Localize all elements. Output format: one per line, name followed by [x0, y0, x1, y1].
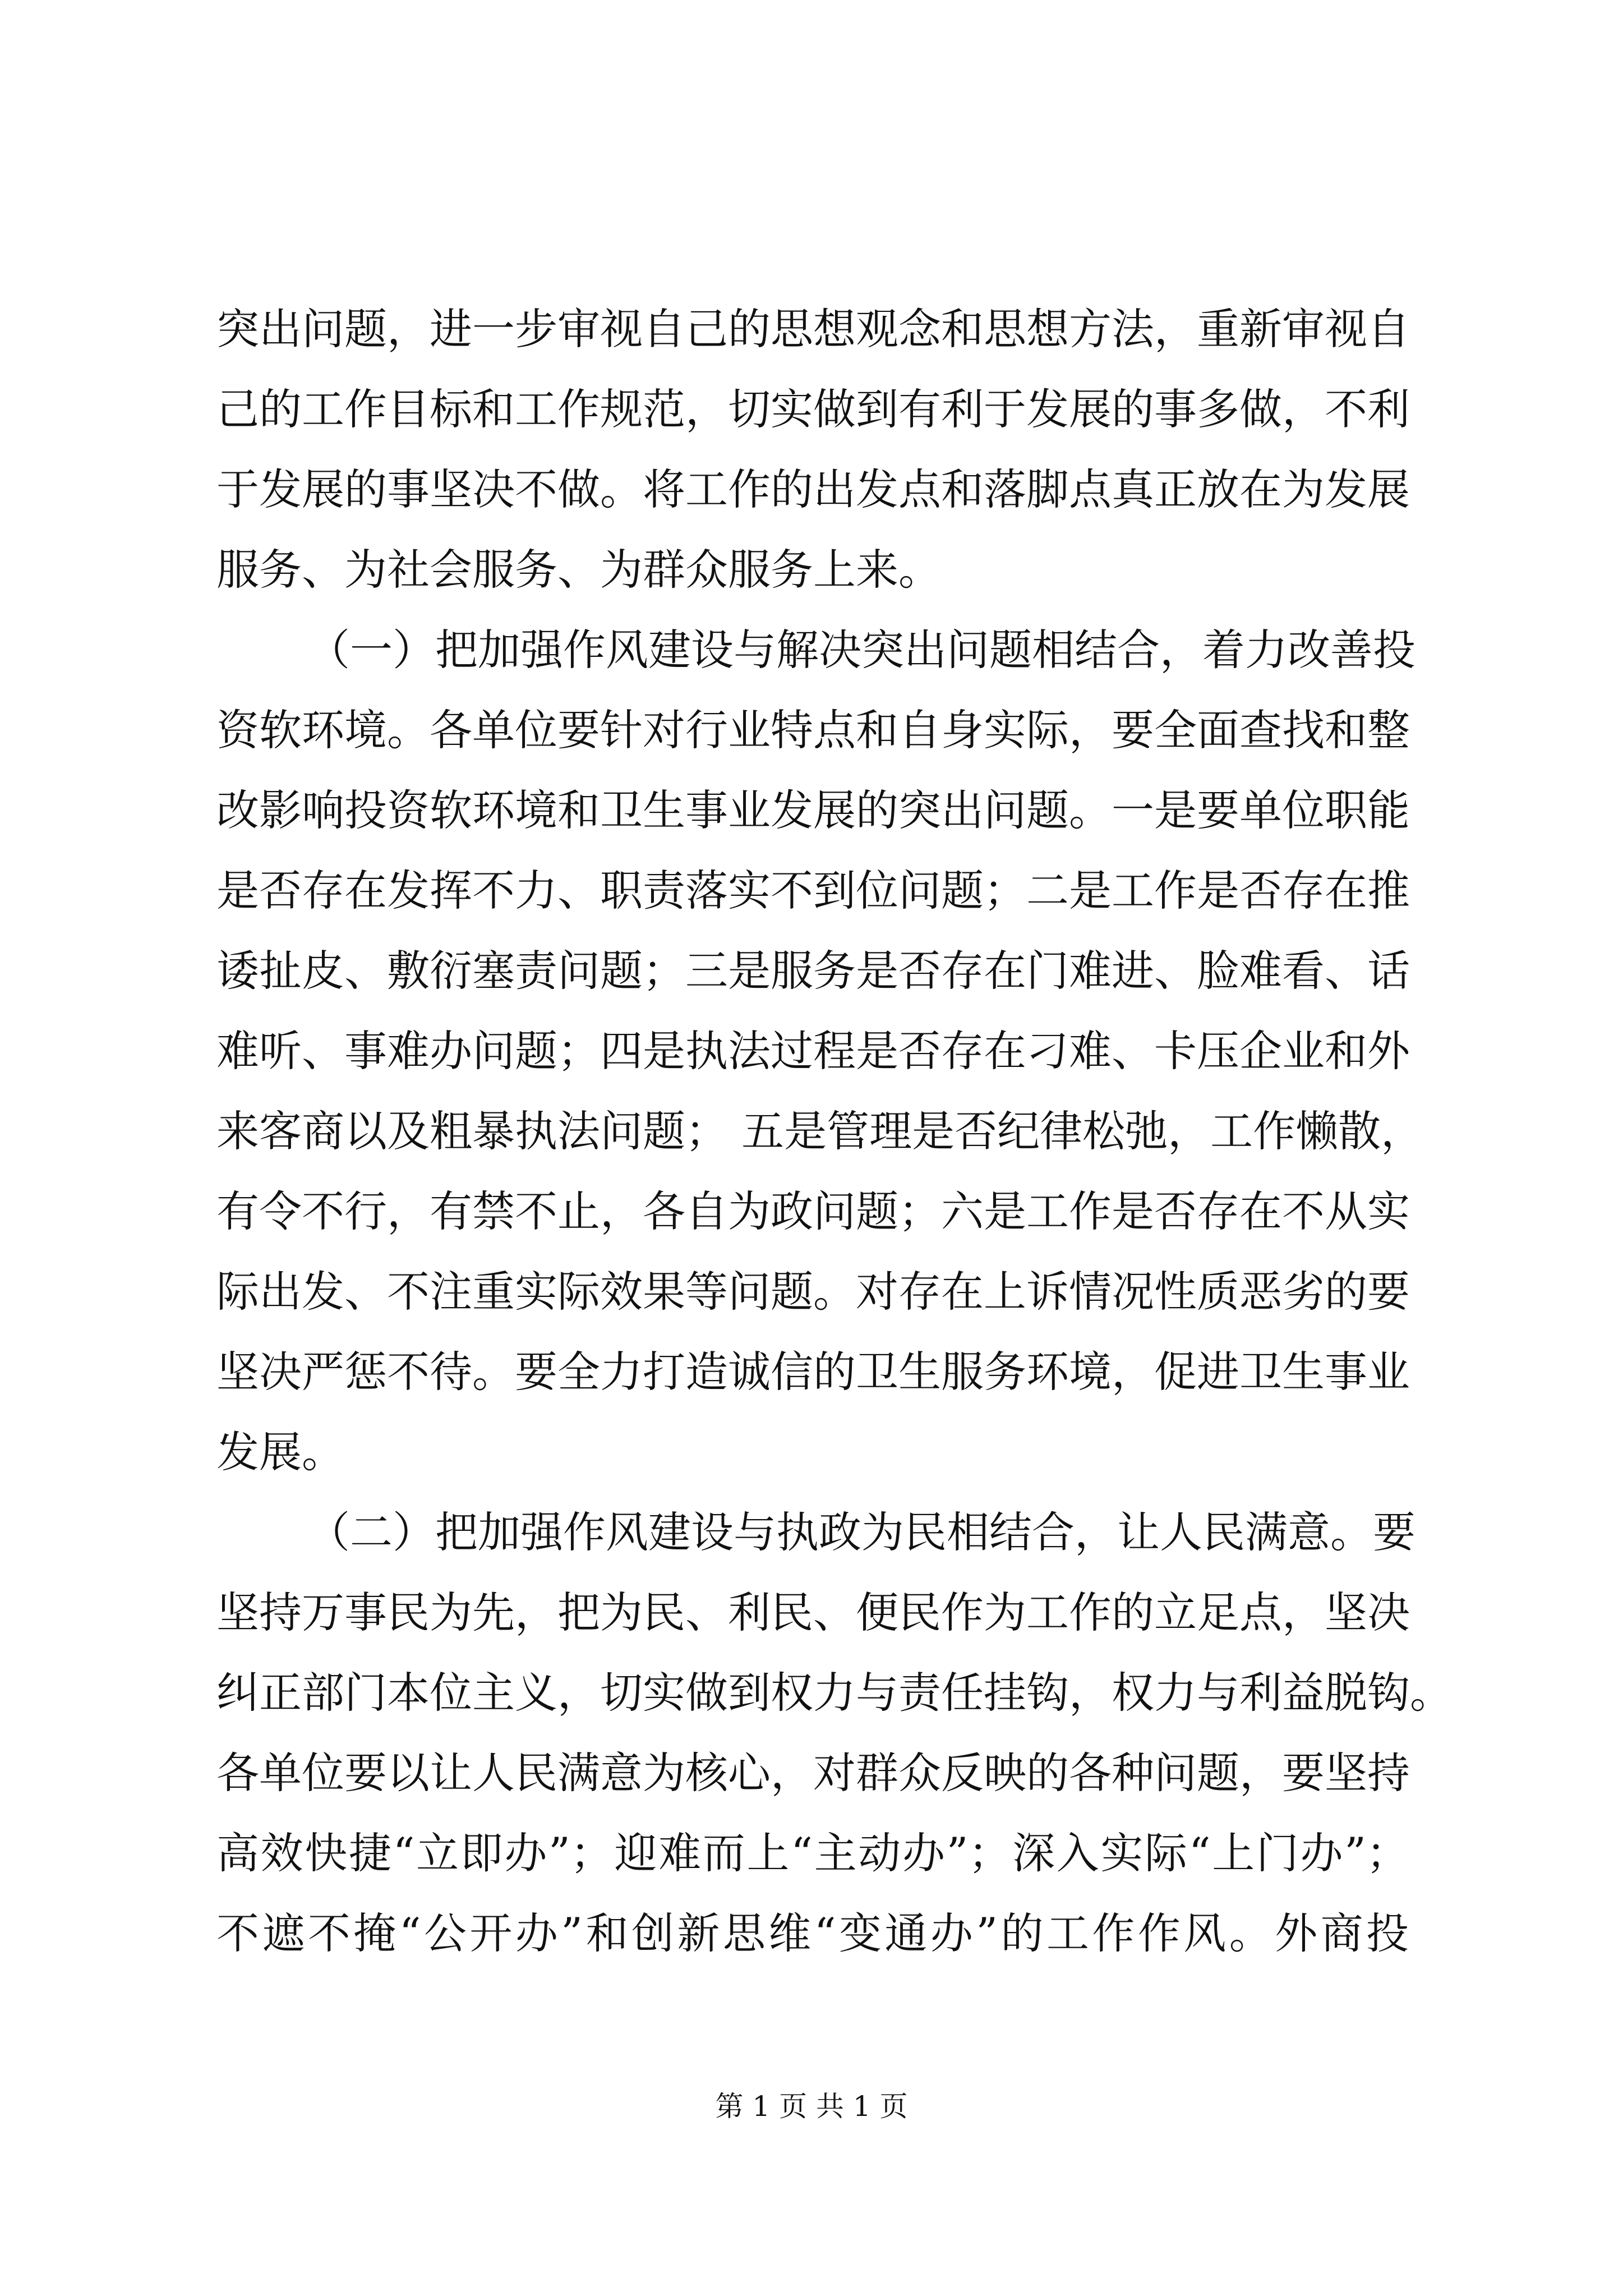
text-line: （二）把加强作风建设与执政为民相结合，让人民满意。要	[307, 1507, 1415, 1557]
text-line: 诿扯皮、敷衍塞责问题；三是服务是否存在门难进、脸难看、话	[216, 946, 1410, 996]
text-line: 己的工作目标和工作规范，切实做到有利于发展的事多做，不利	[216, 384, 1410, 434]
text-line: 突出问题，进一步审视自己的思想观念和思想方法，重新审视自	[216, 304, 1410, 354]
text-line: 资软环境。各单位要针对行业特点和自身实际，要全面查找和整	[216, 705, 1410, 755]
text-line: 有令不行，有禁不止，各自为政问题；六是工作是否存在不从实	[216, 1186, 1410, 1236]
text-line: 难听、事难办问题；四是执法过程是否存在刁难、卡压企业和外	[216, 1026, 1410, 1076]
text-line: 坚持万事民为先，把为民、利民、便民作为工作的立足点，坚决	[216, 1588, 1410, 1637]
paragraph	[216, 610, 1424, 1492]
text-line: 改影响投资软环境和卫生事业发展的突出问题。一是要单位职能	[216, 785, 1410, 835]
document-body	[216, 289, 1453, 1973]
text-line: 是否存在发挥不力、职责落实不到位问题；二是工作是否存在推	[216, 866, 1410, 915]
paragraph	[216, 1492, 1453, 1973]
text-line: 不遮不掩“公开办”和创新思维“变通办”的工作作风。外商投	[216, 1908, 1409, 1958]
text-line: 发展。	[216, 1427, 344, 1477]
text-line: 高效快捷“立即办”；迎难而上“主动办”；深入实际“上门办”；	[216, 1828, 1409, 1878]
text-line: 来客商以及粗暴执法问题； 五是管理是否纪律松弛，工作懒散，	[216, 1106, 1424, 1156]
paragraph	[216, 289, 1409, 610]
text-line: 际出发、不注重实际效果等问题。对存在上诉情况性质恶劣的要	[216, 1267, 1410, 1317]
text-line: 坚决严惩不待。要全力打造诚信的卫生服务环境，促进卫生事业	[216, 1347, 1410, 1397]
text-line: 于发展的事坚决不做。将工作的出发点和落脚点真正放在为发展	[216, 464, 1410, 514]
text-line: 各单位要以让人民满意为核心，对群众反映的各种问题，要坚持	[216, 1748, 1410, 1798]
text-line: 服务、为社会服务、为群众服务上来。	[216, 545, 941, 595]
text-line: 纠正部门本位主义，切实做到权力与责任挂钩，权力与利益脱钩。	[216, 1668, 1453, 1718]
text-line: （一）把加强作风建设与解决突出问题相结合，着力改善投	[307, 625, 1415, 675]
page-footer: 第 1 页 共 1 页	[715, 2090, 908, 2123]
